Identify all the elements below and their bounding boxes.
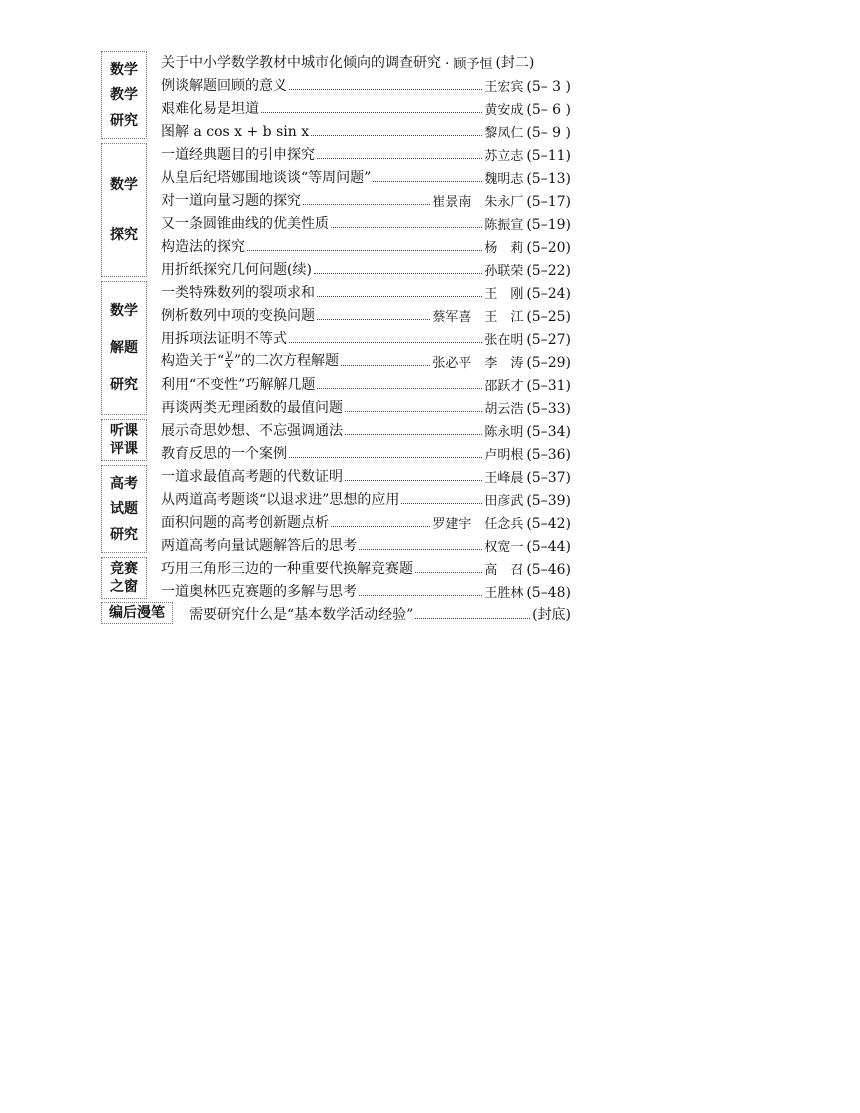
toc-entry[interactable] bbox=[161, 95, 571, 118]
entry-author: 邵跃才 bbox=[484, 379, 524, 394]
dot-leader bbox=[289, 457, 482, 458]
dot-leader bbox=[247, 250, 482, 251]
toc-entry[interactable] bbox=[161, 417, 571, 440]
section-label-line: 数学 bbox=[110, 61, 138, 78]
toc-entry[interactable] bbox=[161, 164, 571, 187]
dot-leader bbox=[373, 181, 482, 182]
entry-author: 卢明根 bbox=[484, 448, 524, 463]
entry-title: 展示奇思妙想、不忘强调通法 bbox=[161, 423, 343, 439]
section-label-line: 评课 bbox=[110, 441, 138, 458]
entry-page: (5–42) bbox=[526, 516, 571, 532]
dot-leader bbox=[345, 434, 482, 435]
section-label bbox=[101, 557, 147, 599]
dot-leader bbox=[331, 227, 482, 228]
section-label-line: 之窗 bbox=[110, 579, 138, 596]
section-label-line: 高考 bbox=[110, 475, 138, 492]
toc-entry[interactable] bbox=[161, 256, 571, 279]
entry-title: 需要研究什么是“基本数学活动经验” bbox=[189, 607, 414, 623]
dot-leader bbox=[359, 595, 482, 596]
entry-author: 王胜林 bbox=[484, 586, 524, 601]
entry-page: (5–11) bbox=[526, 148, 571, 164]
dot-leader bbox=[317, 388, 482, 389]
toc-entry[interactable] bbox=[161, 279, 571, 302]
entry-title: 一道奥林匹克赛题的多解与思考 bbox=[161, 584, 357, 600]
toc-section bbox=[101, 141, 571, 279]
entry-page: (5–20) bbox=[526, 240, 571, 256]
entry-page: (封二) bbox=[495, 55, 535, 71]
section-label bbox=[101, 281, 147, 415]
entry-title: 一道求最值高考题的代数证明 bbox=[161, 469, 343, 485]
entry-page: (5–36) bbox=[526, 447, 571, 463]
entry-page: (5–44) bbox=[526, 539, 571, 555]
dot-leader bbox=[289, 342, 482, 343]
dot-leader bbox=[331, 526, 430, 527]
entry-author: 顾予恒 bbox=[453, 57, 493, 72]
entry-page: (5–48) bbox=[526, 585, 571, 601]
toc-section bbox=[101, 417, 571, 463]
toc-entry[interactable] bbox=[161, 72, 571, 95]
dot-leader bbox=[314, 273, 482, 274]
toc-entry[interactable] bbox=[161, 486, 571, 509]
entry-author: 王宏宾 bbox=[484, 80, 524, 95]
toc-entry[interactable] bbox=[161, 187, 571, 210]
section-label-line: 研究 bbox=[110, 526, 138, 543]
entry-title-post: ”的二次方程解题 bbox=[233, 352, 339, 369]
entry-title: 巧用三角形三边的一种重要代换解竞赛题 bbox=[161, 561, 413, 577]
entry-title: 再谈两类无理函数的最值问题 bbox=[161, 400, 343, 416]
entry-author: 陈振宣 bbox=[484, 218, 524, 233]
entry-author: 胡云浩 bbox=[484, 402, 524, 417]
dot-leader bbox=[345, 480, 482, 481]
entry-page: (5–39) bbox=[526, 493, 571, 509]
entry-author: 田彦武 bbox=[484, 494, 524, 509]
entry-author: 黎凤仁 bbox=[484, 126, 524, 141]
entry-author: 魏明志 bbox=[484, 172, 524, 187]
entry-page: (5–34) bbox=[526, 424, 571, 440]
entry-author: 崔景南 朱永厂 bbox=[432, 195, 524, 210]
entry-title: 从皇后纪塔娜围地谈谈“等周问题” bbox=[161, 170, 372, 186]
dot-leader bbox=[303, 204, 430, 205]
table-of-contents bbox=[101, 49, 571, 624]
section-label-line: 教学 bbox=[110, 87, 138, 103]
entry-page: (5–13) bbox=[526, 171, 571, 187]
dot-leader bbox=[317, 158, 482, 159]
entry-title: 例谈解题回顾的意义 bbox=[161, 78, 287, 94]
toc-entry[interactable] bbox=[161, 49, 571, 72]
toc-entry[interactable] bbox=[161, 348, 571, 371]
toc-entry[interactable] bbox=[161, 463, 571, 486]
fraction bbox=[225, 350, 233, 371]
toc-entry[interactable] bbox=[161, 509, 571, 532]
toc-section bbox=[101, 555, 571, 601]
entry-title: 一道经典题目的引申探究 bbox=[161, 147, 315, 163]
entry-author: 黄安成 bbox=[484, 103, 524, 118]
section-label-line: 试题 bbox=[110, 501, 138, 517]
section-label-line: 竞赛 bbox=[110, 560, 138, 577]
dot-leader bbox=[345, 411, 482, 412]
entry-page: (5–27) bbox=[526, 332, 571, 348]
entry-author: 杨 莉 bbox=[484, 241, 524, 256]
dot-leader bbox=[317, 319, 430, 320]
entry-title: 又一条圆锥曲线的优美性质 bbox=[161, 216, 329, 232]
dot-leader bbox=[261, 112, 482, 113]
toc-section bbox=[101, 601, 571, 624]
entry-title: 艰难化易是坦道 bbox=[161, 101, 259, 117]
section-label-line: 研究 bbox=[110, 112, 138, 129]
toc-entry[interactable] bbox=[161, 440, 571, 463]
dot-leader bbox=[317, 296, 482, 297]
entry-title: 从两道高考题谈“以退求进”思想的应用 bbox=[161, 492, 400, 508]
section-label bbox=[101, 143, 147, 277]
section-label bbox=[101, 419, 147, 461]
toc-entry[interactable] bbox=[161, 302, 571, 325]
entry-page: (5–33) bbox=[526, 401, 571, 417]
section-label bbox=[101, 602, 173, 624]
toc-entry[interactable] bbox=[189, 601, 571, 624]
dot-leader bbox=[415, 572, 482, 573]
section-label bbox=[101, 51, 147, 139]
entry-page: (5– 9 ) bbox=[526, 125, 571, 141]
entry-title: 一类特殊数列的裂项求和 bbox=[161, 285, 315, 301]
entry-title: 对一道向量习题的探究 bbox=[161, 193, 301, 209]
entry-title: 两道高考向量试题解答后的思考 bbox=[161, 538, 357, 554]
entry-title: 构造法的探究 bbox=[161, 239, 245, 255]
entry-page: (5– 3 ) bbox=[526, 79, 571, 95]
entry-title: 关于中小学数学教材中城市化倾向的调查研究 bbox=[161, 55, 441, 71]
toc-entry[interactable] bbox=[161, 141, 571, 164]
entry-author: 王峰晨 bbox=[484, 471, 524, 486]
dot-leader bbox=[289, 89, 482, 90]
section-label-line: 研究 bbox=[110, 377, 138, 393]
entry-page: (5–19) bbox=[526, 217, 571, 233]
toc-entry[interactable] bbox=[161, 555, 571, 578]
section-label-line: 解题 bbox=[110, 340, 138, 356]
dot-leader bbox=[415, 618, 530, 619]
entry-page: (5–24) bbox=[526, 286, 571, 302]
entry-author: 苏立志 bbox=[484, 149, 524, 164]
entry-page: (5–22) bbox=[526, 263, 571, 279]
section-label bbox=[101, 465, 147, 553]
toc-entry[interactable] bbox=[161, 532, 571, 555]
entry-separator: · bbox=[445, 56, 450, 72]
entry-page: (5–25) bbox=[526, 309, 571, 325]
entry-author: 张在明 bbox=[484, 333, 524, 348]
section-label-line: 编后漫笔 bbox=[109, 605, 165, 621]
entry-page: (封底) bbox=[532, 607, 571, 623]
entry-title: 面积问题的高考创新题点析 bbox=[161, 515, 329, 531]
entry-page: (5–31) bbox=[526, 378, 571, 394]
toc-entry[interactable] bbox=[161, 233, 571, 256]
entry-author: 蔡军喜 王 江 bbox=[432, 310, 524, 325]
dot-leader bbox=[311, 135, 482, 136]
entry-title: 例析数列中项的变换问题 bbox=[161, 308, 315, 324]
entry-author: 孙联荣 bbox=[484, 264, 524, 279]
toc-entry[interactable] bbox=[161, 210, 571, 233]
section-label-line: 探究 bbox=[110, 226, 138, 243]
toc-section bbox=[101, 463, 571, 555]
dot-leader bbox=[401, 503, 482, 504]
toc-entry[interactable] bbox=[161, 578, 571, 601]
entry-page: (5–46) bbox=[526, 562, 571, 578]
toc-entry[interactable] bbox=[161, 325, 571, 348]
toc-section bbox=[101, 49, 571, 141]
entry-page: (5–17) bbox=[526, 194, 571, 210]
entry-page: (5–29) bbox=[526, 355, 571, 371]
entry-title-pre: 构造关于“ bbox=[161, 352, 225, 369]
entry-author: 高 召 bbox=[484, 563, 524, 578]
entry-title bbox=[161, 350, 339, 372]
entry-title: 用拆项法证明不等式 bbox=[161, 331, 287, 347]
entry-author: 权宽一 bbox=[484, 540, 524, 555]
entry-title: 用折纸探究几何问题(续) bbox=[161, 262, 312, 278]
entry-title: 教育反思的一个案例 bbox=[161, 446, 287, 462]
entry-title: 图解 a cos x + b sin x bbox=[161, 124, 310, 140]
entry-author: 王 刚 bbox=[484, 287, 524, 302]
toc-entry[interactable] bbox=[161, 394, 571, 417]
section-label-line: 听课 bbox=[110, 422, 138, 439]
section-label-line: 数学 bbox=[110, 177, 138, 194]
entry-author: 罗建宇 任念兵 bbox=[432, 517, 524, 532]
entry-author: 陈永明 bbox=[484, 425, 524, 440]
toc-entry[interactable] bbox=[161, 371, 571, 394]
dot-leader bbox=[341, 365, 430, 366]
section-label-line: 数学 bbox=[110, 303, 138, 319]
entry-title: 利用“不变性”巧解解几题 bbox=[161, 377, 316, 393]
toc-section bbox=[101, 279, 571, 417]
fraction-denominator: x bbox=[226, 360, 232, 371]
fraction-numerator: y bbox=[226, 349, 232, 360]
toc-entry[interactable] bbox=[161, 118, 571, 141]
entry-author: 张必平 李 涛 bbox=[432, 356, 524, 371]
entry-page: (5–37) bbox=[526, 470, 571, 486]
entry-page: (5– 6 ) bbox=[526, 102, 571, 118]
dot-leader bbox=[359, 549, 482, 550]
